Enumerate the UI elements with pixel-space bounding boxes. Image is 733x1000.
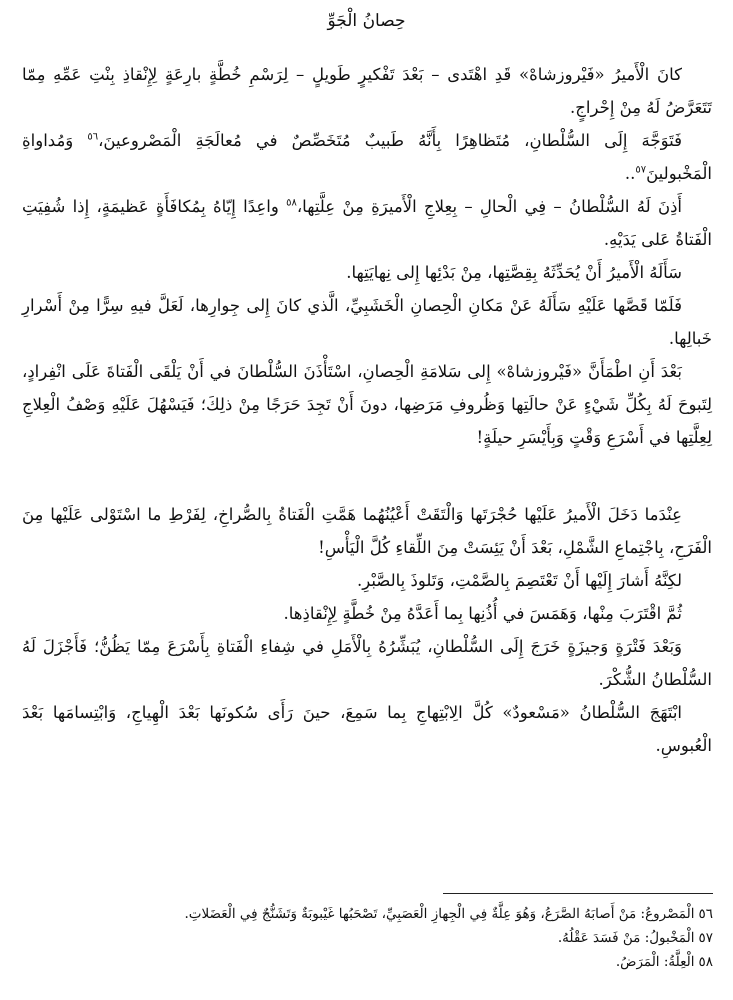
paragraph: عِنْدَما دَخَلَ الْأَميرُ عَلَيْها حُجْرَتَها وَالْتَقَتْ أَعْيُنُهُما هَمَّتِ الْفَتاةُ بِالصُّراخِ، لِفَرْطِ ما اسْتَوْلى عَلَيْها مِنَ الْفَرَحِ، بِاجْتِماعِ الشَّمْلِ، بَعْدَ أَنْ يَئِسَتْ مِنَ اللِّقاءِ كُلَّ الْيَأْسِ! [22,505,712,557]
paragraph-text: وَمُداواةِ الْمَخْبولينَ [22,131,712,183]
footnote-text: الْعِلَّةُ: الْمَرَضُ. [615,954,695,970]
paragraph: فَلَمّا قَصَّها عَلَيْهِ سَأَلَهُ عَنْ مَكانِ الْحِصانِ الْخَشَبِيِّ، الَّذي كانَ إِلى جِوارِها، لَعَلَّ فيهِ سِرًّا مِنْ أَسْرارِ خَبالِها. [22,296,712,348]
footnote-number: ٥٨ [698,954,713,970]
footnote-text: الْمَخْبولُ: مَنْ فَسَدَ عَقْلُهُ. [557,930,695,946]
footnote-number: ٥٦ [698,906,713,922]
footnote [20,950,713,974]
paragraph [22,190,712,256]
paragraph: لكِنَّهُ أَشارَ إِلَيْها أَنْ تَعْتَصِمَ بِالصَّمْتِ، وَتَلوذَ بِالصَّبْرِ. [356,571,682,590]
footnotes-section [20,902,713,974]
footnote-separator [443,893,713,894]
footnote-number: ٥٧ [698,930,713,946]
paragraph-text: أَذِنَ لَهُ السُّلْطانُ – فِي الْحالِ – بِعِلاجِ الْأَميرَةِ مِنْ عِلَّتِها، [296,197,682,216]
paragraph-text: واعِدًا إِيّاهُ بِمُكافَأَةٍ عَظيمَةٍ، إِذا شُفِيَتِ الْفَتاةُ عَلى يَدَيْهِ. [22,197,712,249]
footnote-marker: ٥٨ [286,197,297,209]
footnote-text: الْمَصْروعُ: مَنْ أَصابَهُ الصَّرَعُ، وَهُوَ عِلَّةٌ فِي الْجِهازِ الْعَصَبِيِّ، تَصْحَبُها غَيْبوبَةٌ وَتَشَنُّجٌ فِي الْعَضَلاتِ. [184,906,695,922]
paragraph: كانَ الْأَميرُ «فَيْروزشاهْ» قَدِ اهْتَدى – بَعْدَ تَفْكيرٍ طَويلٍ – لِرَسْمِ خُطَّةٍ بارِعَةٍ لِإِنْقاذِ بِنْتِ عَمِّهِ مِمّا تَتَعَرَّضُ لَهُ مِنْ إِحْراجٍ. [22,65,712,117]
paragraph-text: .. [624,164,636,183]
paragraph: بَعْدَ أَنِ اطْمَأَنَّ «فَيْروزشاهْ» إِلى سَلامَةِ الْحِصانِ، اسْتَأْذَنَ السُّلْطانَ في أَنْ يَلْقَى الْفَتاةَ عَلَى انْفِرادٍ، لِتَبوحَ لَهُ بِكُلِّ شَيْءٍ عَنْ حالَتِها وَظُروفِ مَرَضِها، دونَ أَنْ تَجِدَ حَرَجًا مِنْ ذلِكَ؛ فَيَسْهُلَ عَلَيْهِ وَصْفُ الْعِلاجِ لِعِلَّتِها في أَسْرَعِ وَقْتٍ وَبِأَيْسَرِ حيلَةٍ! [22,362,712,447]
paragraph: سَأَلَهُ الْأَميرُ أَنْ يُحَدِّثَهُ بِقِصَّتِها، مِنْ بَدْئِها إِلى نِهايَتِها. [346,263,682,282]
paragraph: ثُمَّ اقْتَرَبَ مِنْها، وَهَمَسَ في أُذُنِها بِما أَعَدَّهُ مِنْ خُطَّةٍ لِإِنْقاذِها. [283,604,682,623]
paragraph [22,124,712,190]
footnote-marker: ٥٦ [87,131,99,143]
story-body [22,58,712,762]
paragraph-text: فَتَوَجَّهَ إِلَى السُّلْطانِ، مُتَظاهِرًا بِأَنَّهُ طَبيبٌ مُتَخَصِّصٌ في مُعالَجَةِ الْمَصْروعينَ، [98,131,682,150]
footnote [20,926,713,950]
paragraph: وَبَعْدَ فَتْرَةٍ وَجيزَةٍ خَرَجَ إِلَى السُّلْطانِ، يُبَشِّرُهُ بِالْأَمَلِ في شِفاءِ الْفَتاةِ بِأَسْرَعَ مِمّا يَظُنُّ؛ فَأَجْزَلَ لَهُ السُّلْطانُ الشُّكْرَ. [22,637,712,689]
footnote [20,902,713,926]
footnote-marker: ٥٧ [635,164,647,176]
paragraph: ابْتَهَجَ السُّلْطانُ «مَسْعودٌ» كُلَّ الِابْتِهاجِ بِما سَمِعَ، حينَ رَأَى سُكونَها بَعْدَ الْهِياجِ، وَابْتِسامَها بَعْدَ الْعُبوسِ. [22,703,712,755]
running-header-title: حِصانُ الْجَوِّ [327,11,406,31]
